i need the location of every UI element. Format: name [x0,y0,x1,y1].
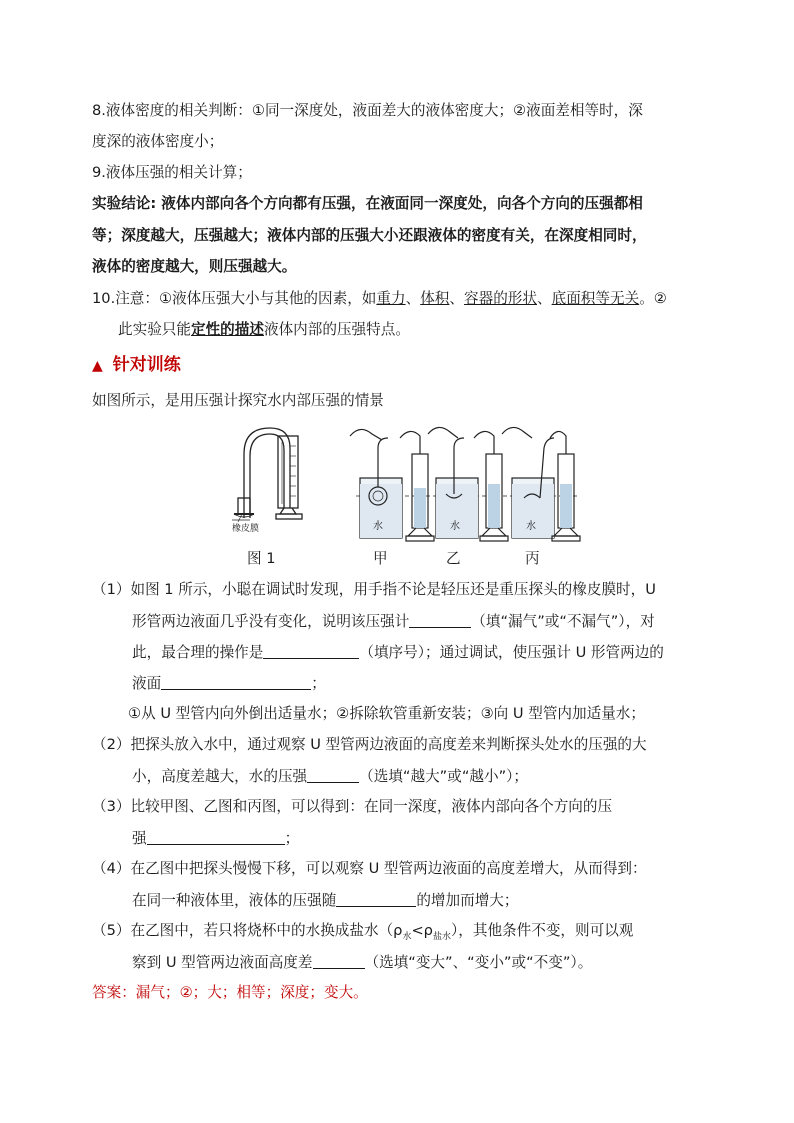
q1-line2b: （填“漏气”或“不漏气”），对 [471,613,655,630]
pressure-gauge-figure [228,418,588,570]
q2-blank-pressure[interactable] [307,766,359,783]
q3-line2b: ； [284,830,300,847]
item10-underline-shape: 容器的形状 [464,290,537,307]
q3-line2a: 强 [132,830,147,847]
item10-underline-gravity: 重力 [376,290,406,307]
item10-sep: 、 [405,290,421,307]
q5-less-than: <ρ [411,922,433,939]
caption-fig1: 图 1 [247,550,276,567]
q1-options: ①从 U 型管内向外倒出适量水；②拆除软管重新安装；③向 U 型管内加适量水； [128,705,645,722]
water-label-jia: 水 [373,521,383,532]
q3-line2 [132,828,299,849]
membrane-label: 橡皮膜 [232,523,260,533]
item9: 9.液体压强的相关计算； [92,164,252,181]
triangle-icon: ▲ [92,358,103,374]
q5-line2b: （选填“变大”、“变小”或“不变”）。 [364,954,593,971]
q3-line1: （3）比较甲图、乙图和丙图，可以得到：在同一深度，液体内部向各个方向的压 [92,798,613,815]
item10-underline-qualitative: 定性的描述 [190,321,264,338]
q5-line2a: 察到 U 型管两边液面高度差 [132,954,313,971]
q1-line3a: 此，最合理的操作是 [132,644,264,661]
q5-blank-height[interactable] [313,952,365,969]
q2-line2a: 小，高度差越大，水的压强 [132,768,308,785]
q5-line2 [132,952,592,973]
section-heading [92,354,181,377]
q3-blank-directions[interactable] [147,828,285,845]
q1-blank-surface[interactable] [161,673,311,690]
caption-yi: 乙 [446,550,461,567]
q4-line1: （4）在乙图中把探头慢慢下移，可以观察 U 型管两边液面的高度差增大，从而得到： [92,860,647,877]
q1-line2a: 形管两边液面几乎没有变化，说明该压强计 [132,613,410,630]
q5-sub-water: 水 [402,931,412,942]
q1-line3 [132,642,664,663]
q4-line2b: 的增加而增大； [416,892,519,909]
conclusion-line3: 液体的密度越大，则压强越大。 [92,258,297,275]
caption-jia: 甲 [373,550,388,567]
q1-blank-operation[interactable] [263,642,359,659]
q1-line4a: 液面 [132,675,162,692]
q2-line2 [132,766,528,787]
water-label-bing: 水 [526,521,536,532]
q5-line1b: ），其他条件不变，则可以观 [450,922,634,939]
section-heading-text: 针对训练 [112,355,181,375]
q1-line1: （1）如图 1 所示，小聪在调试时发现，用手指不论是轻压还是重压探头的橡皮膜时，U [92,581,656,598]
q5-line1 [92,921,633,947]
q1-line4b: ； [311,675,326,692]
q5-sub-saltwater: 盐水 [432,931,451,942]
q4-line2a: 在同一种液体里，液体的压强随 [132,892,337,909]
q4-blank-depth[interactable] [336,890,416,907]
water-label-yi: 水 [450,521,460,532]
conclusion-line1: 实验结论: 液体内部向各个方向都有压强，在液面同一深度处，向各个方向的压强都相 [92,195,643,212]
item10-line2 [118,320,410,340]
item10-prefix: 10.注意：①液体压强大小与其他的因素，如 [92,290,377,307]
intro-text: 如图所示，是用压强计探究水内部压强的情景 [92,392,384,409]
item10-underline-volume: 体积 [420,290,450,307]
item10-line2-pre: 此实验只能 [118,321,191,338]
item8-line2: 度深的液体密度小； [92,133,224,150]
figure1-apparatus [232,428,302,522]
item10-suffix: 。② [639,290,667,307]
item10-line2-post: 液体内部的压强特点。 [263,321,410,338]
beaker-jia [350,429,434,541]
q4-line2 [132,890,519,911]
caption-bing: 丙 [525,550,540,567]
q2-line2b: （选填“越大”或“越小”）； [359,768,529,785]
answer-text: 答案：漏气；②；大；相等；深度；变大。 [92,984,368,1001]
item10-line1 [92,289,667,309]
q1-line3b: （填序号）；通过调试，使压强计 U 形管两边的 [359,644,664,661]
beaker-bing [502,427,580,541]
item10-underline-area: 底面积等无关 [551,290,640,307]
q5-line1a: （5）在乙图中，若只将烧杯中的水换成盐水（ρ [92,922,403,939]
item10-sep: 、 [449,290,465,307]
conclusion-line2: 等；深度越大，压强越大；液体内部的压强大小还跟液体的密度有关，在深度相同时， [92,227,647,244]
item10-sep: 、 [537,290,552,307]
item8-line1: 8.液体密度的相关判断：①同一深度处，液面差大的液体密度大；②液面差相等时，深 [92,102,643,119]
beaker-yi [428,427,508,541]
q1-line4 [132,673,326,694]
q2-line1: （2）把探头放入水中，通过观察 U 型管两边液面的高度差来判断探头处水的压强的大 [92,736,647,753]
q1-line2 [132,611,655,632]
q1-blank-leak[interactable] [409,611,471,628]
